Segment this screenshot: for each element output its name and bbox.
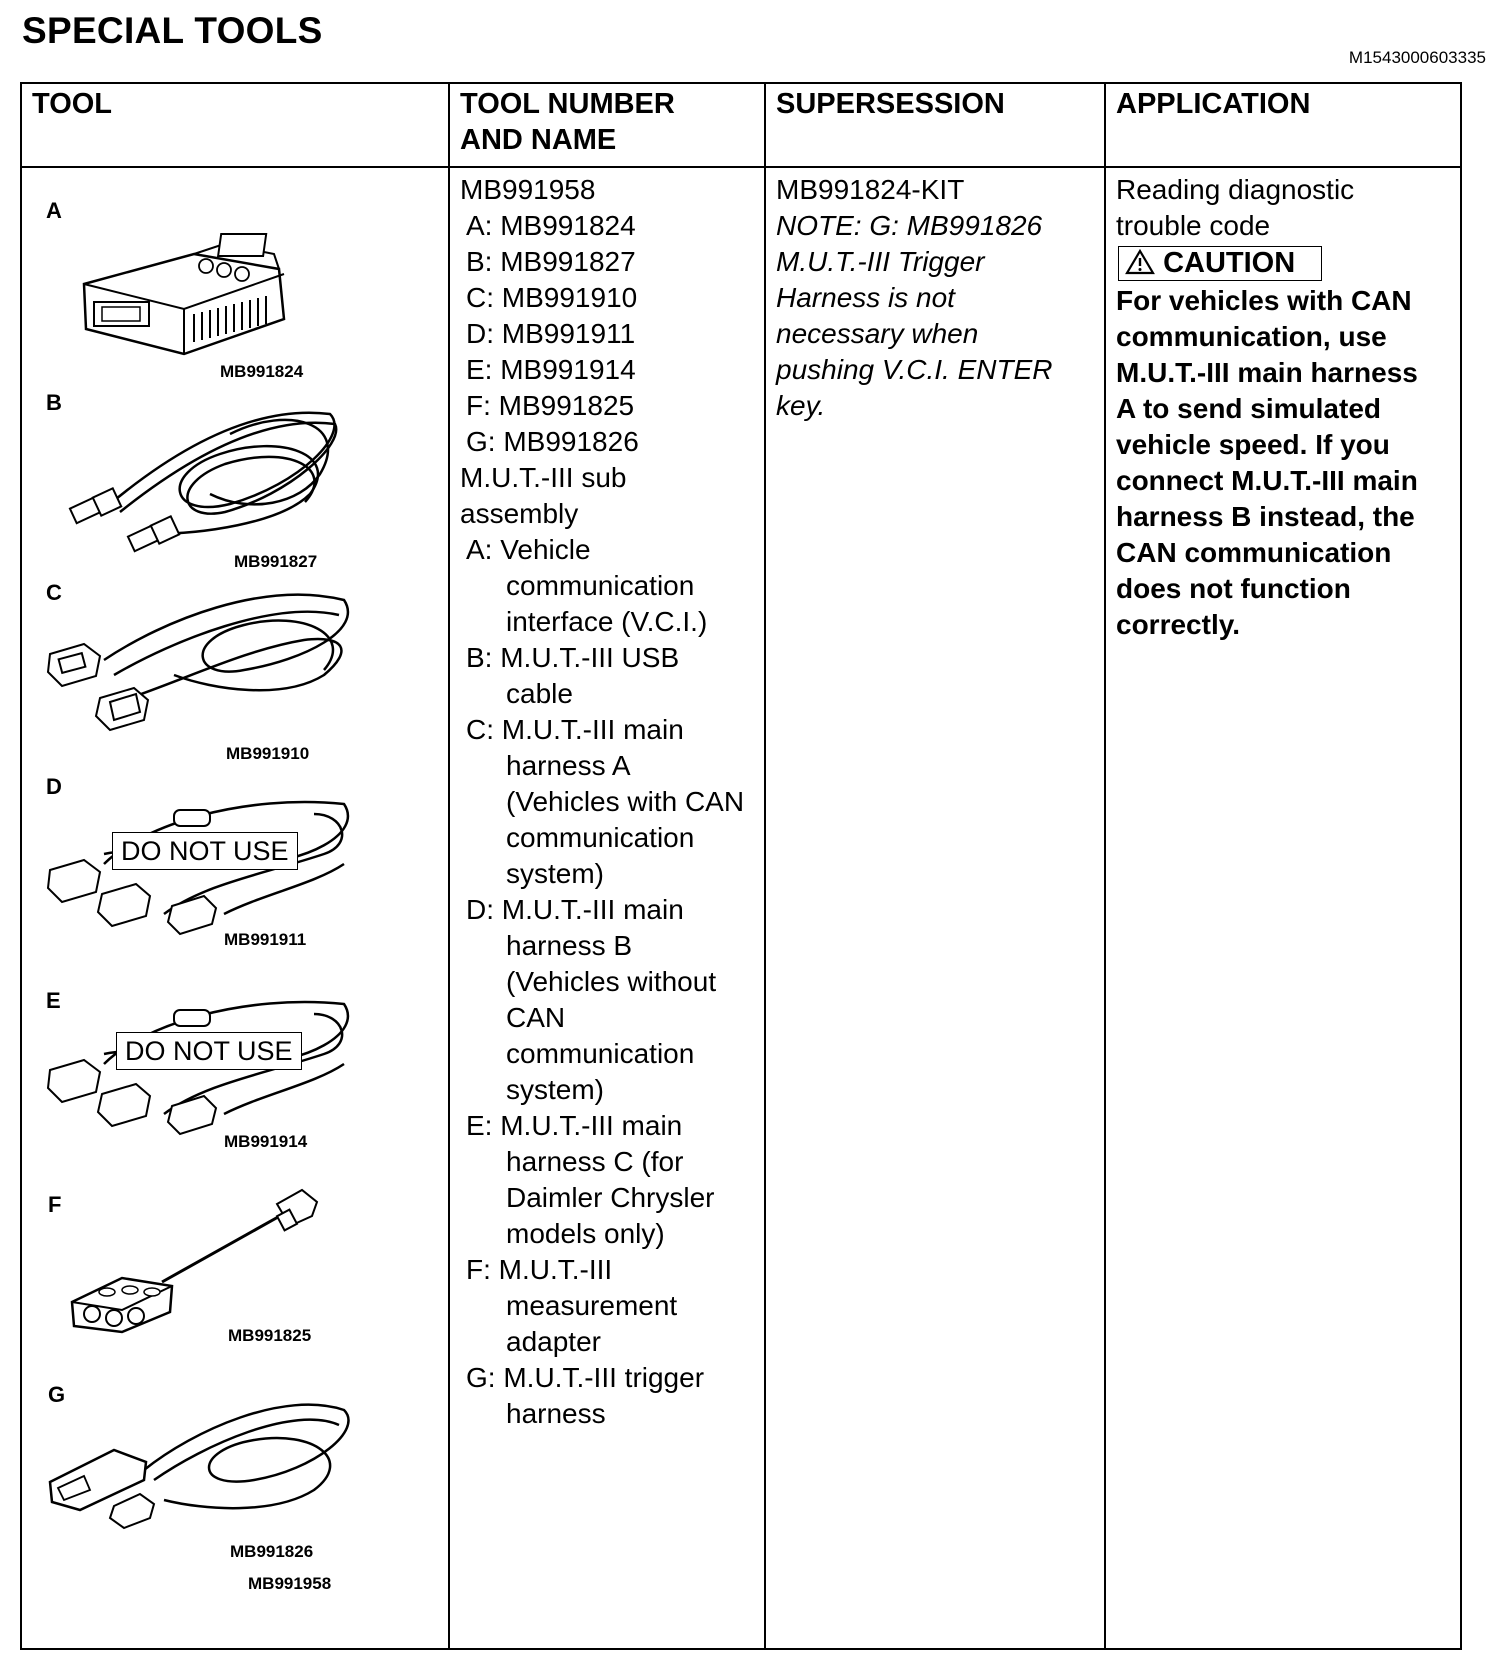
- caution-text-line: vehicle speed. If you: [1116, 429, 1390, 460]
- trigger-harness-icon: [44, 1390, 354, 1530]
- description-e-line: Daimler Chrysler: [506, 1182, 715, 1213]
- description-c-line: harness A: [506, 750, 631, 781]
- application-cell: [1105, 167, 1461, 1649]
- supersession-note-line: Harness is not: [776, 282, 955, 313]
- tool-code-c: MB991910: [226, 744, 310, 763]
- description-d-line: system): [506, 1074, 604, 1105]
- description-d-label: D: M.U.T.-III main: [466, 894, 684, 925]
- warning-triangle-icon: [1125, 249, 1155, 275]
- sub-assembly-title: M.U.T.-III sub: [460, 462, 627, 493]
- caution-text-line: communication, use: [1116, 321, 1387, 352]
- description-c-line: communication: [506, 822, 695, 853]
- supersession-note-line: M.U.T.-III Trigger: [776, 246, 985, 277]
- caution-text-line: For vehicles with CAN: [1116, 285, 1412, 316]
- do-not-use-label-d: DO NOT USE: [112, 832, 298, 870]
- supersession-kit: MB991824-KIT: [776, 174, 965, 205]
- supersession-cell: [765, 167, 1105, 1649]
- supersession-note-line: necessary when: [776, 318, 979, 349]
- tool-code-e: MB991914: [224, 1132, 308, 1151]
- tool-letter-f: F: [48, 1192, 62, 1217]
- description-d-line: harness B: [506, 930, 633, 961]
- page-title: SPECIAL TOOLS: [22, 10, 323, 51]
- part-number-c: C: MB991910: [466, 282, 638, 313]
- description-g-label: G: M.U.T.-III trigger: [466, 1362, 705, 1393]
- tool-code-g: MB991826: [230, 1542, 314, 1561]
- application-purpose-line: trouble code: [1116, 210, 1271, 241]
- tool-letter-c: C: [46, 580, 62, 605]
- description-b-label: B: M.U.T.-III USB: [466, 642, 680, 673]
- description-g-line: harness: [506, 1398, 606, 1429]
- part-number-f: F: MB991825: [466, 390, 635, 421]
- part-number-b: B: MB991827: [466, 246, 636, 277]
- caution-badge: [1118, 246, 1322, 281]
- caution-text-line: correctly.: [1116, 609, 1240, 640]
- tool-code-b: MB991827: [234, 552, 318, 571]
- supersession-note-line: NOTE: G: MB991826: [776, 210, 1043, 241]
- table-row: [21, 167, 1461, 1649]
- header-supersession: SUPERSESSION: [765, 83, 1105, 167]
- tool-letter-a: A: [46, 198, 62, 223]
- description-a-line: communication: [506, 570, 695, 601]
- header-tool-number: TOOL NUMBER AND NAME: [449, 83, 765, 167]
- caution-text-line: A to send simulated: [1116, 393, 1382, 424]
- do-not-use-label-e: DO NOT USE: [116, 1032, 302, 1070]
- header-tool: TOOL: [21, 83, 449, 167]
- main-harness-a-icon: [44, 580, 354, 740]
- part-number-e: E: MB991914: [466, 354, 636, 385]
- description-f-line: adapter: [506, 1326, 601, 1357]
- sub-assembly-title-cont: assembly: [460, 498, 579, 529]
- usb-cable-icon: [50, 394, 350, 554]
- application-purpose-line: Reading diagnostic: [1116, 174, 1355, 205]
- description-e-line: models only): [506, 1218, 665, 1249]
- part-number-g: G: MB991826: [466, 426, 639, 457]
- vci-device-icon: [74, 214, 294, 374]
- description-d-line: (Vehicles without: [506, 966, 717, 997]
- description-d-line: communication: [506, 1038, 695, 1069]
- description-f-line: measurement: [506, 1290, 678, 1321]
- tool-letter-d: D: [46, 774, 62, 799]
- description-a-line: interface (V.C.I.): [506, 606, 708, 637]
- header-application: APPLICATION: [1105, 83, 1461, 167]
- description-e-line: harness C (for: [506, 1146, 684, 1177]
- tool-code-f: MB991825: [228, 1326, 312, 1345]
- kit-number: MB991958: [460, 174, 596, 205]
- tool-kit-code: MB991958: [248, 1574, 332, 1593]
- description-d-line: CAN: [506, 1002, 566, 1033]
- special-tools-table: [20, 82, 1462, 1650]
- caution-text-line: CAN communication: [1116, 537, 1392, 568]
- tool-illustrations-cell: [21, 167, 449, 1649]
- tool-letter-b: B: [46, 390, 62, 415]
- supersession-note-line: pushing V.C.I. ENTER: [776, 354, 1053, 385]
- caution-text-line: harness B instead, the: [1116, 501, 1415, 532]
- tool-code-d: MB991911: [224, 930, 307, 949]
- caution-label: CAUTION: [1163, 247, 1296, 279]
- tool-letter-g: G: [48, 1382, 66, 1407]
- part-number-d: D: MB991911: [466, 318, 636, 349]
- tool-code-a: MB991824: [220, 362, 304, 381]
- description-f-label: F: M.U.T.-III: [466, 1254, 613, 1285]
- tool-number-name-cell: [449, 167, 765, 1649]
- description-c-label: C: M.U.T.-III main: [466, 714, 684, 745]
- description-c-line: system): [506, 858, 604, 889]
- document-code: M1543000603335: [1348, 48, 1486, 67]
- caution-text-line: M.U.T.-III main harness: [1116, 357, 1418, 388]
- description-e-label: E: M.U.T.-III main: [466, 1110, 683, 1141]
- tool-letter-e: E: [46, 988, 61, 1013]
- supersession-note-line: key.: [776, 390, 826, 421]
- caution-text-line: connect M.U.T.-III main: [1116, 465, 1418, 496]
- description-a-label: A: Vehicle: [466, 534, 591, 565]
- description-c-line: (Vehicles with CAN: [506, 786, 745, 817]
- measurement-adapter-icon: [62, 1182, 332, 1342]
- description-b-line: cable: [506, 678, 573, 709]
- table-header-row: [21, 83, 1461, 167]
- caution-text-line: does not function: [1116, 573, 1351, 604]
- part-number-a: A: MB991824: [466, 210, 636, 241]
